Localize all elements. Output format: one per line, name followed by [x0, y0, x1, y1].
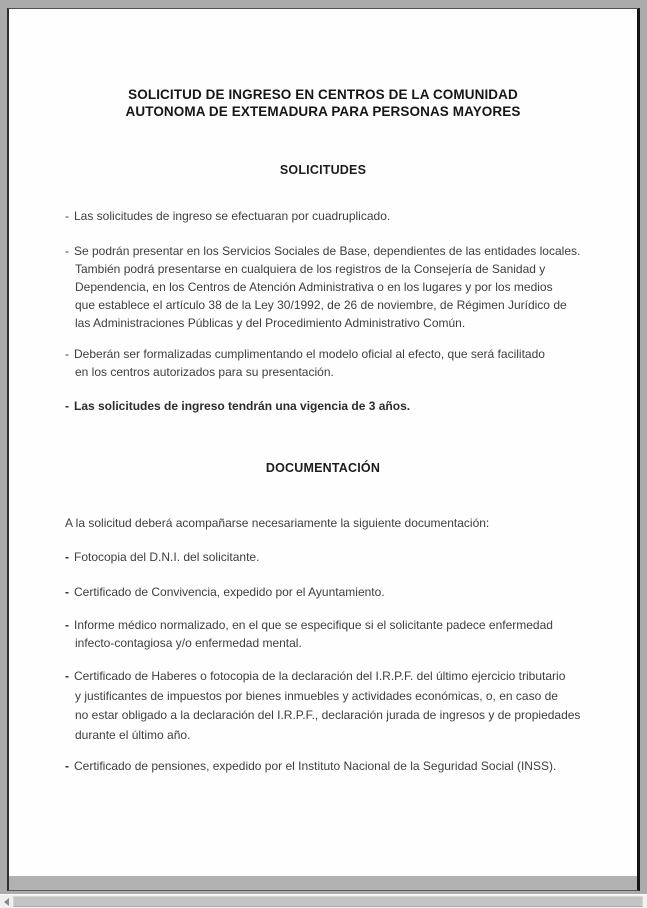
text-line	[65, 667, 617, 687]
list-marker: -	[65, 209, 69, 223]
list-marker: -	[65, 618, 69, 632]
text: Certificado de Convivencia, expedido por el Ayuntamiento.	[74, 585, 385, 599]
horizontal-scrollbar-thumb[interactable]	[13, 896, 643, 907]
text-line: no estar obligado a la declaración del I.R.P.F., declaración jurada de ingresos y de propiedades	[75, 708, 581, 722]
list-marker: -	[65, 585, 69, 599]
list-marker: -	[65, 550, 69, 564]
paragraph	[65, 583, 617, 601]
text-line: durante el último año.	[75, 727, 191, 742]
text-line: Dependencia, en los Centros de Atención Administrativa o en los lugares y por los medios	[75, 280, 553, 294]
text: Deberán ser formalizadas cumplimentando el modelo oficial al efecto, que será facilitado	[74, 347, 545, 361]
text-line	[65, 757, 617, 775]
document-title	[9, 86, 637, 120]
section-heading-documentacion: DOCUMENTACIÓN	[265, 461, 381, 475]
paragraph-vigencia	[65, 397, 617, 415]
text: Certificado de Haberes o fotocopia de la declaración del I.R.P.F. del último ejercicio tributario	[74, 669, 566, 683]
text-line: También podrá presentarse en cualquiera de los registros de la Consejería de Sanidad y	[75, 262, 546, 276]
text-line: infecto-contagiosa y/o enfermedad mental.	[75, 636, 302, 650]
text-line	[65, 242, 617, 260]
text: Las solicitudes de ingreso se efectuaran por cuadruplicado.	[74, 209, 391, 223]
scroll-left-arrow-icon	[4, 898, 9, 906]
paragraph	[65, 242, 617, 332]
text-line	[65, 548, 617, 566]
text-line: que establece el artículo 38 de la Ley 30/1992, de 26 de noviembre, de Régimen Jurídico de	[75, 298, 567, 312]
list-marker: -	[65, 347, 69, 361]
paragraph-intro	[65, 514, 617, 532]
list-marker: -	[65, 399, 69, 413]
paragraph	[65, 667, 617, 745]
text-line	[65, 583, 617, 601]
list-marker: -	[65, 669, 69, 683]
text: Certificado de pensiones, expedido por el Instituto Nacional de la Seguridad Social (INSS).	[74, 759, 557, 773]
text-line	[65, 616, 617, 634]
text-line: las Administraciones Públicas y del Procedimiento Administrativo Común.	[75, 316, 466, 330]
text-line: en los centros autorizados para su presentación.	[75, 365, 334, 379]
text-line: y justificantes de impuestos por bienes inmuebles y actividades económicas, o, en caso de	[75, 688, 558, 703]
text-line: A la solicitud deberá acompañarse necesariamente la siguiente documentación:	[65, 516, 490, 530]
text-line	[65, 397, 617, 415]
list-marker: -	[65, 244, 69, 258]
paragraph	[65, 345, 617, 381]
list-marker: -	[65, 759, 69, 773]
horizontal-scrollbar[interactable]	[0, 894, 647, 908]
document-title-line: SOLICITUD DE INGRESO EN CENTROS DE LA COMUNIDAD	[128, 87, 518, 102]
scan-bottom-strip	[9, 876, 637, 890]
paragraph	[65, 548, 617, 566]
text: Las solicitudes de ingreso tendrán una vigencia de 3 años.	[74, 399, 411, 413]
text: Informe médico normalizado, en el que se especifique si el solicitante padece enfermedad	[74, 618, 553, 632]
text: Fotocopia del D.N.I. del solicitante.	[74, 550, 260, 564]
scroll-left-button[interactable]	[0, 895, 13, 908]
text-line	[65, 345, 617, 363]
paragraph	[65, 616, 617, 652]
section-heading-solicitudes: SOLICITUDES	[279, 163, 367, 177]
document-page	[7, 8, 640, 891]
text: Se podrán presentar en los Servicios Sociales de Base, dependientes de las entidades locales.	[74, 244, 581, 258]
paragraph	[65, 207, 617, 225]
paragraph	[65, 757, 617, 775]
document-title-line: AUTONOMA DE EXTEMADURA PARA PERSONAS MAYORES	[125, 104, 521, 119]
text-line	[65, 207, 617, 225]
